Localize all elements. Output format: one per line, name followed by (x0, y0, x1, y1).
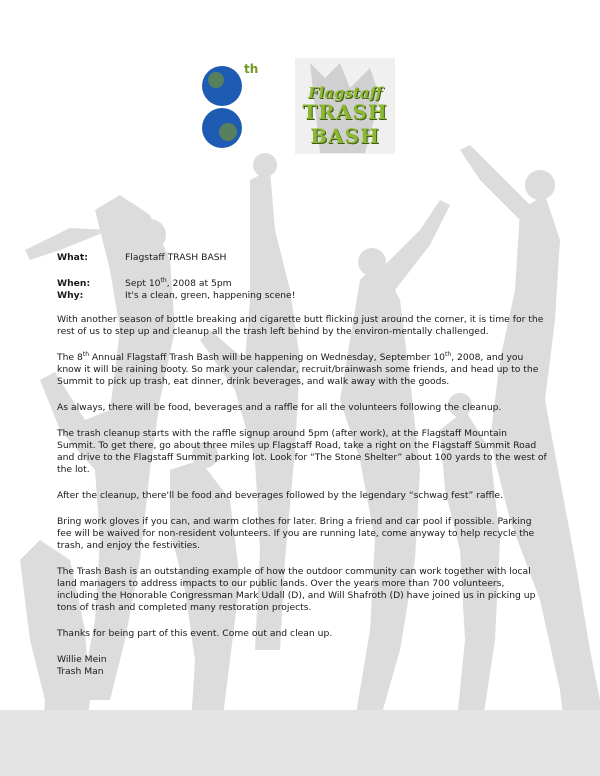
why-label: Why (57, 290, 80, 301)
paragraph-bring: Bring work gloves if you can, and warm clothes for later. Bring a friend and car pool if possible. Parking fee will be waived for non-resident volunteers. If you are running late, come anyway to help recycle the trash, and enjoy the festivities. (57, 516, 535, 551)
globe-top-icon (202, 66, 242, 106)
logo-ordinal-suffix: th (244, 62, 259, 76)
why-value: It's a clean, green, happening scene! (125, 290, 296, 301)
paragraph-announcement: The 8th Annual Flagstaff Trash Bash will be happening on Wednesday, September 10th, 2008, and you know it will be raining booty. So mark your calendar, recruit/brainwash some friends, and head up to the Summit to pick up trash, eat dinner, drink beverages, and walk away with the goods. (57, 350, 539, 387)
when-label: When (57, 278, 87, 289)
logo-title-bash: BASH (310, 124, 380, 148)
what-value: Flagstaff TRASH BASH (125, 252, 227, 263)
signature-name: Willie Mein (57, 654, 107, 665)
why-row: Why: It's a clean, green, happening scene! (57, 290, 547, 302)
paragraph-thanks: Thanks for being part of this event. Come out and clean up. (57, 628, 333, 639)
paragraph-intro: With another season of bottle breaking and cigarette butt flicking just around the corner, it is time for the rest of us to step up and cleanup all the trash left behind by the environ-mentally challenged. (57, 314, 544, 337)
when-row: When: Sept 10th, 2008 at 5pm (57, 278, 547, 290)
logo-title-flagstaff: Flagstaff (307, 84, 383, 102)
when-value: Sept 10th, 2008 at 5pm (125, 276, 232, 289)
paragraph-food: As always, there will be food, beverages and a raffle for all the volunteers following the cleanup. (57, 402, 502, 413)
flyer-content (57, 252, 547, 678)
paragraph-directions: The trash cleanup starts with the raffle signup around 5pm (after work), at the Flagstaff Mountain Summit. To get there, go about three miles up Flagstaff Road, take a right on the Flagstaff Summit Road and drive to the Flagstaff Summit parking lot. Look for “The Stone Shelter” about 100 yards to the west of the lot. (57, 428, 547, 475)
paragraph-community: The Trash Bash is an outstanding example of how the outdoor community can work together with local land managers to address impacts to our public lands. Over the years more than 700 volunteers, including the Honorable Congressman Mark Udall (D), and Will Shafroth (D) have joined us in picking up tons of trash and completed many restoration projects. (57, 566, 536, 613)
signature (57, 654, 547, 678)
signature-title: Trash Man (57, 666, 104, 677)
what-label: What (57, 252, 85, 263)
logo-title-trash: TRASH (302, 100, 388, 124)
what-row: What: Flagstaff TRASH BASH (57, 252, 547, 264)
paragraph-raffle: After the cleanup, there'll be food and beverages followed by the legendary “schwag fest” raffle. (57, 490, 503, 501)
